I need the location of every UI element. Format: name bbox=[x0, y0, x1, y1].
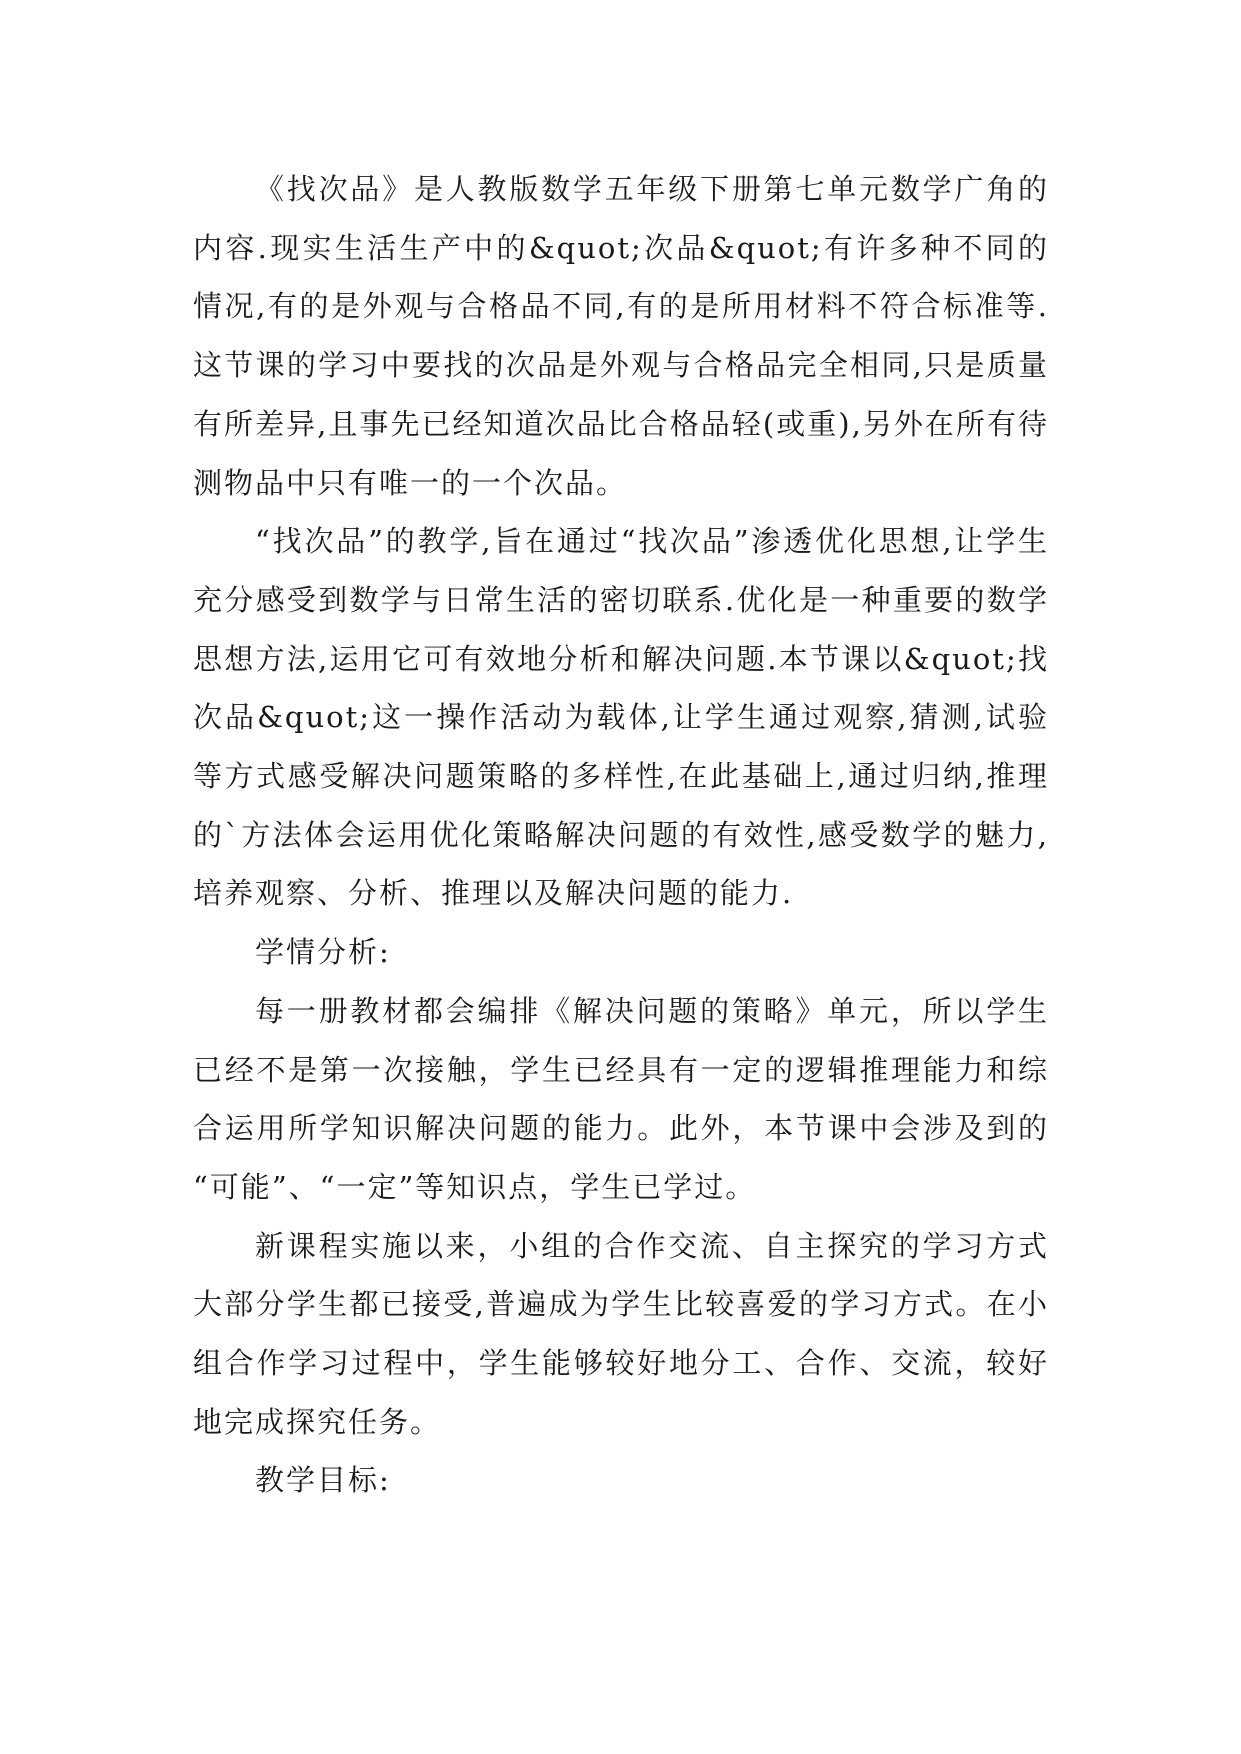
learning-analysis-paragraph-1: 每一册教材都会编排《解决问题的策略》单元，所以学生已经不是第一次接触，学生已经具有一定的逻辑推理能力和综合运用所学知识解决问题的能力。此外，本节课中会涉及到的 “可能”、“一定”等知识点，学生已学过。 bbox=[193, 993, 1049, 1204]
learning-analysis-paragraph-2: 新课程实施以来，小组的合作交流、自主探究的学习方式大部分学生都已接受,普遍成为学生比较喜爱的学习方式。在小组合作学习过程中，学生能够较好地分工、合作、交流，较好地完成探究任务。 bbox=[193, 1228, 1049, 1439]
teaching-purpose-paragraph: “找次品”的教学,旨在通过“找次品”渗透优化思想,让学生充分感受到数学与日常生活的密切联系.优化是一种重要的数学思想方法,运用它可有效地分析和解决问题.本节课以&quot;找次品&quot;这一操作活动为载体,让学生通过观察,猜测,试验等方式感受解决问题策略的多样性,在此基础上,通过归纳,推理的`方法体会运用优化策略解决问题的有效性,感受数学的魅力,培养观察、分析、推理以及解决问题的能力. bbox=[193, 524, 1049, 911]
intro-paragraph: 《找次品》是人教版数学五年级下册第七单元数学广角的内容.现实生活生产中的&quot;次品&quot;有许多种不同的情况,有的是外观与合格品不同,有的是所用材料不符合标准等.这节课的学习中要找的次品是外观与合格品完全相同,只是质量有所差异,且事先已经知道次品比合格品轻(或重),另外在所有待测物品中只有唯一的一个次品。 bbox=[193, 172, 1049, 500]
section-heading-learning-analysis: 学情分析: bbox=[255, 935, 391, 970]
document-body bbox=[193, 160, 1049, 1510]
section-heading-teaching-goals: 教学目标: bbox=[255, 1463, 391, 1498]
